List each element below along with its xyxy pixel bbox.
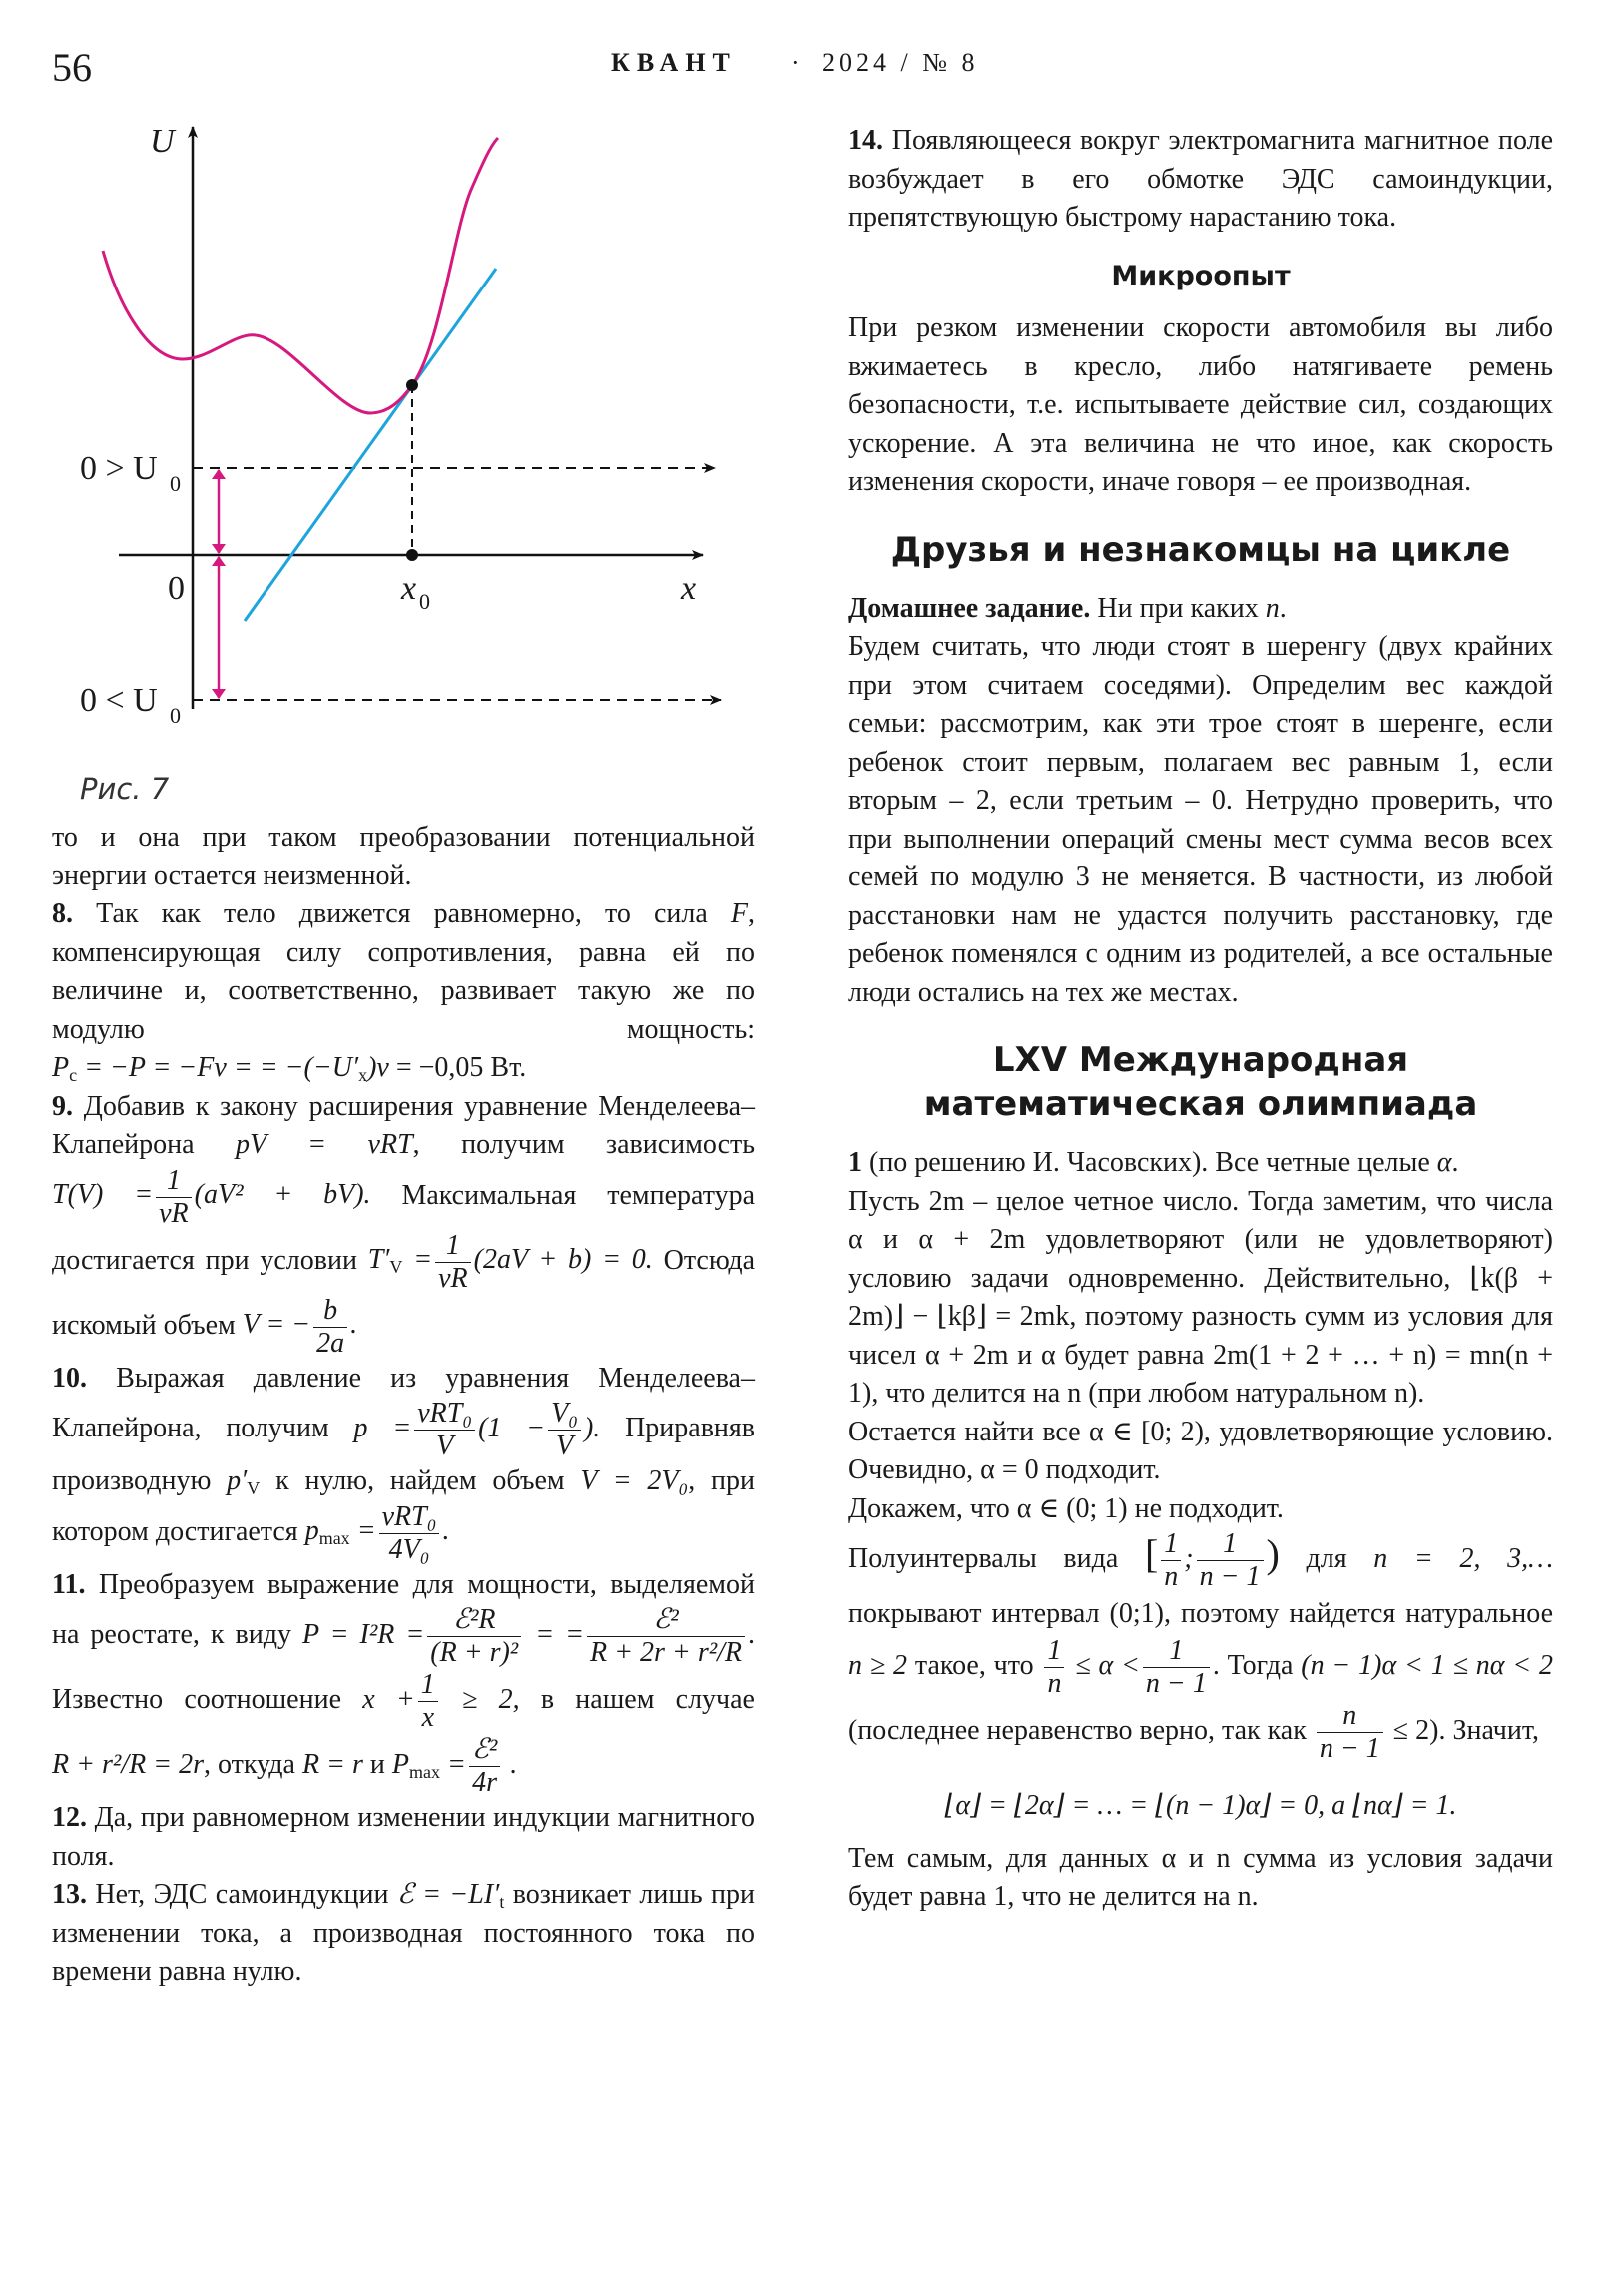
answer-number: 13. xyxy=(52,1879,87,1910)
math: $p'_V$ xyxy=(227,1465,261,1498)
answer-12 xyxy=(52,1799,755,1876)
text: . xyxy=(1279,592,1287,624)
lower-level-label: 0 < U xyxy=(80,682,158,719)
answer-13 xyxy=(52,1876,755,1992)
page-number: 56 xyxy=(52,45,92,90)
figure-7 xyxy=(0,0,759,809)
math: α xyxy=(1436,1147,1452,1178)
x0-subscript: 0 xyxy=(419,589,430,614)
text: Появляющееся вокруг электромагнита магнитное поле возбуждает в его обмотке ЭДС самоиндукции, препятствующую быстрому нарастанию тока. xyxy=(848,125,1553,233)
text: Добавив к закону расширения уравнение Менделеева–Клапейрона xyxy=(52,1090,755,1160)
text: (последнее неравенство верно, так как xyxy=(848,1714,1314,1746)
math: $P_{max}$ = $\frac{\text{ℰ²}}{4r}$ . xyxy=(391,1734,518,1798)
text: Преобразуем выражение для мощности, выделяемой на реостате, к виду xyxy=(52,1568,755,1650)
answer-number: 11. xyxy=(52,1568,86,1600)
lower-level-subscript: 0 xyxy=(170,703,181,728)
paragraph: Докажем, что α ∈ (0; 1) не подходит. xyxy=(848,1492,1284,1524)
answer-number: 10. xyxy=(52,1362,87,1394)
text: Отсюда искомый объем xyxy=(52,1244,755,1341)
answer-8 xyxy=(52,895,755,1088)
answer-10 xyxy=(52,1360,755,1566)
answer-number: 9. xyxy=(52,1090,73,1122)
math: T(V) = $\frac{1}{\nu R}$ (aV² + bV). xyxy=(52,1164,371,1229)
answer-14 xyxy=(848,122,1553,238)
text: к нулю, найдем объем xyxy=(260,1465,581,1496)
text: Приравняв производную xyxy=(52,1412,756,1496)
text: , получим зависимость xyxy=(412,1129,756,1160)
math: ℰ = $-LI'_t$ xyxy=(396,1879,505,1912)
paragraph: Остается найти все α ∈ [0; 2), удовлетворяющие условию. Очевидно, α = 0 подходит. xyxy=(848,1416,1553,1485)
u-axis-label: U xyxy=(150,123,175,160)
section-heading-olympiad xyxy=(848,1038,1553,1126)
text: , откуда xyxy=(203,1748,302,1780)
journal-title: КВАНТ xyxy=(611,48,737,77)
text: ≤ 2). Значит, xyxy=(1385,1714,1539,1746)
text: . Тогда xyxy=(1212,1649,1302,1681)
text: (по решению И. Часовских). Все четные целые xyxy=(862,1147,1437,1178)
math: R = r xyxy=(301,1748,363,1780)
weights-explanation: Будем считать, что люди стоят в шеренгу (двух крайних при этом считаем соседями). Определим вес каждой семьи: рассмотрим, как эти трое стоят в шеренге, если ребенок стоит первым, полагаем вес равным 1, если вторым – 2, если третьим – 0. Нетрудно проверить, что при выполнении операций смены мест сумма весов всех семей по модулю 3 не меняется. В частности, из любой расстановки нам не удастся получить расстановку, где ребенок поменялся с одним из родителей, а все остальные люди остались на тех же местах. xyxy=(848,631,1553,1008)
homework-answer xyxy=(848,590,1553,629)
right-column xyxy=(848,122,1553,1917)
upper-level-label: 0 > U xyxy=(80,450,158,487)
heading-line: математическая олимпиада xyxy=(923,1084,1478,1124)
paragraph xyxy=(848,1528,1553,1765)
paragraph: Тем самым, для данных α и n сумма из условия задачи будет равна 1, что не делится на n. xyxy=(848,1842,1553,1912)
math: $\frac{n}{n - 1}$ xyxy=(1314,1715,1386,1746)
x0-label: x xyxy=(401,570,417,607)
answer-9 xyxy=(52,1088,755,1360)
text: для xyxy=(1279,1542,1374,1574)
math: (n − 1)α < 1 ≤ nα < 2 xyxy=(1301,1649,1554,1681)
potential-curve xyxy=(103,138,498,413)
text: такое, что xyxy=(907,1649,1042,1681)
answer-7-end: то и она при таком преобразовании потенциальной энергии остается неизменной. xyxy=(52,822,755,891)
tangent-point xyxy=(406,379,418,391)
text: покрывают интервал (0;1), поэтому найдется натуральное xyxy=(848,1598,1553,1629)
math: n xyxy=(1265,592,1280,624)
upper-level-subscript: 0 xyxy=(170,471,181,496)
math: F xyxy=(730,898,748,929)
section-heading-microexperiment: Микроопыт xyxy=(1111,260,1291,291)
text: Нет, ЭДС самоиндукции xyxy=(87,1879,397,1910)
issue-number: 2024 / № 8 xyxy=(822,48,979,77)
text: Максимальная температура достигается при условии xyxy=(52,1179,756,1276)
answer-number: 8. xyxy=(52,898,73,929)
text: Так как тело движется равномерно, то сила xyxy=(73,898,731,929)
tangent-line xyxy=(245,269,496,621)
math: n ≥ 2 xyxy=(848,1649,908,1681)
heading-line: LXV Международная xyxy=(992,1040,1409,1080)
homework-label: Домашнее задание. xyxy=(848,592,1091,624)
origin-label: 0 xyxy=(168,570,185,607)
math: $p_{max}$ = $\frac{\text{νRT₀}}{\text{4V₀}}$ . xyxy=(304,1500,450,1565)
x0-point xyxy=(406,549,418,561)
math: R + r²/R = 2r xyxy=(52,1748,204,1780)
paragraph: Пусть 2m – целое четное число. Тогда заметим, что числа α и α + 2m удовлетворяют (или не удовлетворяют) условию задачи одновременно. Действительно, ⌊k(β + 2m)⌋ − ⌊kβ⌋ = 2mk, поэтому разность сумм из условия для чисел α + 2m и α будет равна 2m(1 + 2 + … + n) = mn(n + 1), что делится на n (при любом натуральном n). xyxy=(848,1185,1553,1409)
left-column xyxy=(52,819,755,1992)
math: V = − $\frac{b}{2a}$ . xyxy=(242,1294,358,1359)
answer-number: 14. xyxy=(848,125,883,156)
text: Ни при каких xyxy=(1090,592,1266,624)
text: в нашем случае xyxy=(519,1683,755,1715)
answer-number: 1 xyxy=(848,1147,862,1178)
math: x + $\frac{1}{x}$ ≥ 2, xyxy=(362,1669,520,1733)
math: pV = νRT xyxy=(236,1129,413,1160)
math: p = $\frac{\text{νRT₀}}{V}$ (1 − $\frac{\text{V₀}}{V}$ ). xyxy=(353,1398,601,1461)
math: V = 2V₀ xyxy=(580,1465,689,1496)
text: . Известно соотношение xyxy=(52,1618,755,1715)
answer-number: 12. xyxy=(52,1802,87,1833)
x-axis-label: x xyxy=(681,570,697,607)
olympiad-answer-1 xyxy=(848,1144,1553,1183)
text: Да, при равномерном изменении индукции магнитного поля. xyxy=(52,1802,755,1872)
header-separator: · xyxy=(791,48,799,77)
section-heading-friends: Друзья и незнакомцы на цикле xyxy=(890,529,1511,570)
math: P = I²R = $\frac{\text{ℰ²R}}{\text{(R + r)²}}$ = = $\frac{\text{ℰ²}}{\text{R + 2r + r²/R}}$ xyxy=(302,1619,748,1650)
math: $\frac{1}{n}$ ≤ α < $\frac{1}{n - 1}$ xyxy=(1041,1650,1212,1681)
figure-caption: Рис. 7 xyxy=(80,772,170,806)
display-formula: ⌊α⌋ = ⌊2α⌋ = … = ⌊(n − 1)α⌋ = 0, а ⌊nα⌋ = 1. xyxy=(944,1790,1457,1821)
microexperiment-text: При резком изменении скорости автомобиля вы либо вжимаетесь в кресло, либо натягиваете ремень безопасности, т.е. испытываете действие сил, создающих ускорение. А эта величина не что иное, как скорость изменения скорости, иначе говоря – ее производная. xyxy=(848,312,1553,497)
text: возникает лишь при изменении тока, а производная постоянного тока по времени равна нулю. xyxy=(52,1879,756,1987)
math: n = 2, 3,… xyxy=(1373,1542,1553,1574)
text: Выражая давление из уравнения Менделеева–Клапейрона, получим xyxy=(52,1362,755,1443)
text: , при котором достигается xyxy=(52,1465,755,1547)
math: $T'_V$ = $\frac{1}{\nu R}$ (2aV + b) = 0. xyxy=(367,1229,653,1294)
text: . xyxy=(1451,1147,1459,1178)
text: , компенсирующая силу сопротивления, равна ей по величине и, соответственно, развивает такую же по модулю мощность: xyxy=(52,898,755,1045)
text: и xyxy=(362,1748,392,1780)
text: Полуинтервалы вида xyxy=(848,1542,1145,1574)
math: $P_c = -P = -Fv$ = = $-(-U'_x)v = -0,05$ Вт. xyxy=(52,1052,527,1085)
math: [ $\frac{1}{n}$ ; $\frac{1}{n - 1}$ ) xyxy=(1144,1528,1280,1592)
answer-11 xyxy=(52,1566,755,1800)
